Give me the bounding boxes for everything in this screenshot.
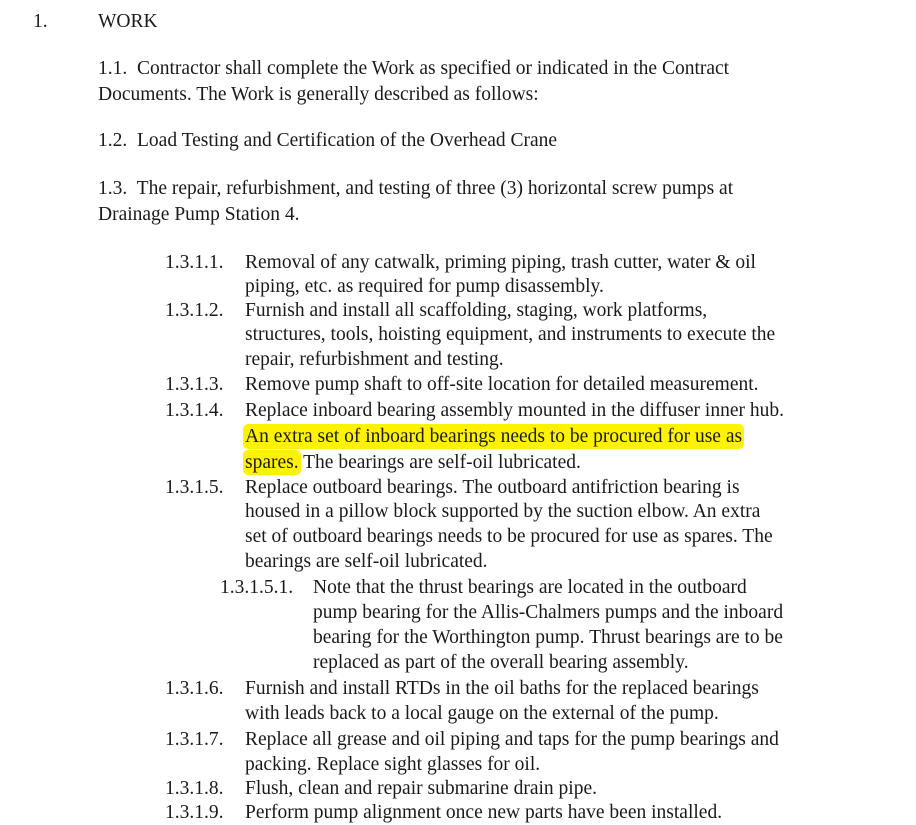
subitem-text: Furnish and install all scaffolding, staging, work platforms, [245, 300, 708, 321]
item-text: The repair, refurbishment, and testing of three (3) horizontal screw pumps at [136, 178, 734, 199]
subitem-number: 1.3.1.2. [165, 300, 224, 321]
subitem-text: Removal of any catwalk, priming piping, trash cutter, water & oil [245, 252, 756, 273]
subitem-text [245, 451, 581, 475]
subitem-number: 1.3.1.7. [165, 729, 224, 750]
subitem-text: Replace outboard bearings. The outboard antifriction bearing is [245, 477, 740, 498]
subitem-text: set of outboard bearings needs to be procured for use as spares. The [245, 526, 773, 547]
subitem-text: Replace inboard bearing assembly mounted in the diffuser inner hub. [245, 400, 784, 421]
subitem-text: bearing for the Worthington pump. Thrust bearings are to be [313, 627, 783, 648]
subitem-text: packing. Replace sight glasses for oil. [245, 754, 541, 775]
subitem-number: 1.3.1.4. [165, 400, 224, 421]
section-number: 1. [33, 11, 48, 32]
item-1-3 [98, 177, 733, 201]
highlight-mark: spares. [245, 452, 299, 473]
subitem-number: 1.3.1.8. [165, 778, 224, 799]
item-1-1 [98, 57, 729, 81]
item-text: Load Testing and Certification of the Overhead Crane [137, 130, 558, 151]
subitem-number: 1.3.1.9. [165, 802, 224, 823]
subitem-text: with leads back to a local gauge on the external of the pump. [245, 703, 719, 724]
subitem-text: pump bearing for the Allis-Chalmers pumps and the inboard [313, 602, 784, 623]
subitem-number: 1.3.1.3. [165, 374, 224, 395]
highlight-mark: An extra set of inboard bearings needs to be procured for use as [245, 426, 743, 447]
highlighted-text [245, 425, 742, 449]
item-1-3-line2: Drainage Pump Station 4. [98, 204, 300, 225]
subitem-text: Furnish and install RTDs in the oil baths for the replaced bearings [245, 678, 759, 699]
subitem-number: 1.3.1.6. [165, 678, 224, 699]
section-title: WORK [98, 11, 158, 32]
item-number: 1.1. [98, 58, 128, 79]
subitem-text-rest: The bearings are self-oil lubricated. [298, 452, 581, 473]
subitem-number: 1.3.1.5.1. [220, 577, 294, 598]
subitem-number: 1.3.1.1. [165, 252, 224, 273]
subitem-text: bearings are self-oil lubricated. [245, 551, 488, 572]
subitem-text: Flush, clean and repair submarine drain pipe. [245, 778, 597, 799]
subitem-text: replaced as part of the overall bearing assembly. [313, 652, 689, 673]
item-text: Contractor shall complete the Work as specified or indicated in the Contract [137, 58, 730, 79]
subitem-text: housed in a pillow block supported by the suction elbow. An extra [245, 501, 761, 522]
item-1-2 [98, 129, 557, 153]
item-number: 1.3. [98, 178, 128, 199]
subitem-text: structures, tools, hoisting equipment, and instruments to execute the [245, 324, 776, 345]
item-number: 1.2. [98, 130, 128, 151]
item-1-1-line2: Documents. The Work is generally described as follows: [98, 84, 539, 105]
subitem-text: repair, refurbishment and testing. [245, 349, 504, 370]
subitem-text: Replace all grease and oil piping and taps for the pump bearings and [245, 729, 779, 750]
subitem-text: piping, etc. as required for pump disassembly. [245, 276, 604, 297]
subitem-text: Note that the thrust bearings are located in the outboard [313, 577, 747, 598]
subitem-number: 1.3.1.5. [165, 477, 224, 498]
subitem-text: Perform pump alignment once new parts have been installed. [245, 802, 723, 823]
subitem-text: Remove pump shaft to off-site location for detailed measurement. [245, 374, 759, 395]
